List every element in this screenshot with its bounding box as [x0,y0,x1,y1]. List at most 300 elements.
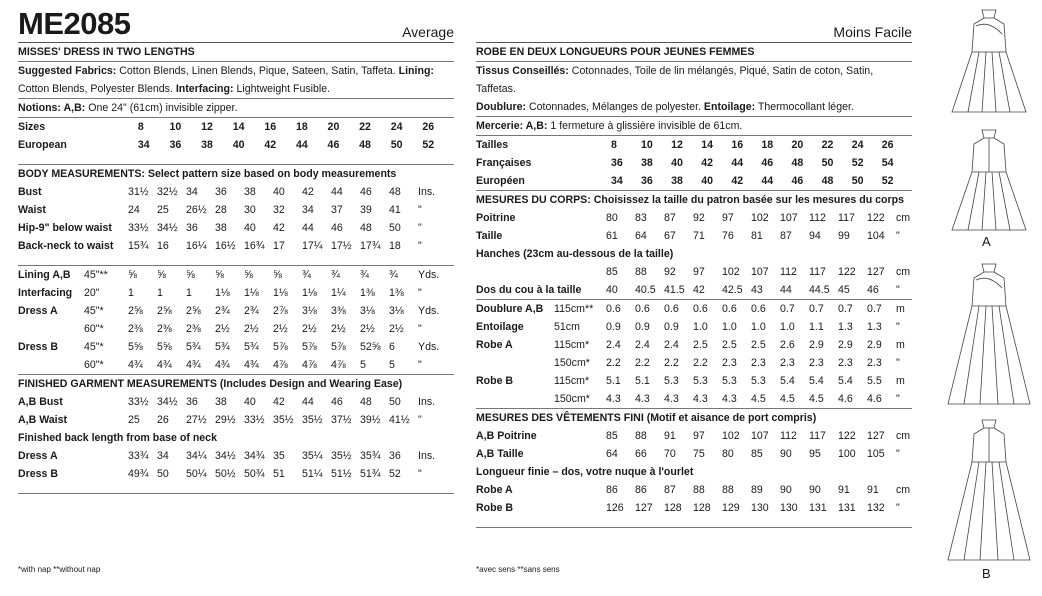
cell-value: 2⅜ [186,323,201,335]
table-row [476,318,912,336]
row-label: Waist [18,204,46,216]
table-row [18,118,454,136]
cell-value: 38 [641,157,653,169]
cell-value: 2.3 [809,357,824,369]
yardage-table-en [18,266,454,374]
cell-value: 117 [838,212,855,224]
table-row [18,411,454,429]
cell-value: 50 [851,175,864,187]
cell-value: 46 [761,157,774,169]
cell-value: 8 [137,121,144,133]
cell-value: 64 [635,230,647,242]
cell-value: ⅝ [215,269,224,281]
cell-value: 37½ [331,414,352,426]
cell-value: 46 [360,186,372,198]
cell-value: 40 [232,139,245,151]
fabric-width: 115cm** [554,303,594,315]
cell-value: 2⅞ [273,305,288,317]
cell-value: 70 [664,448,676,460]
cell-value: 1⅛ [244,287,259,299]
cell-value: 87 [664,484,676,496]
cell-value: 5⅝ [157,341,172,353]
cell-value: 40 [244,222,256,234]
cell-value: 4¾ [244,359,259,371]
table-row [18,136,454,154]
row-unit: " [896,448,900,460]
table-row [18,393,454,411]
row-label: Taille [476,230,503,242]
cell-value: 0.6 [606,303,621,315]
cell-value: 2¾ [244,305,259,317]
cell-value: 31½ [128,186,149,198]
row-label: Hip-9" below waist [18,222,112,234]
yardage-table-fr [476,300,912,408]
cell-value: 1¼ [331,287,346,299]
cell-value: 26 [881,139,894,151]
cell-value: 34½ [157,396,178,408]
cell-value: 4¾ [128,359,143,371]
row-label: Dress A [18,305,58,317]
cell-value: 42 [264,139,277,151]
fabric-width: 60"* [84,323,104,335]
cell-value: 30 [244,204,256,216]
table-row [476,427,912,445]
table-row [18,266,454,284]
cell-value: 46 [791,175,804,187]
cell-value: 0.7 [809,303,824,315]
table-row [476,281,912,299]
cell-value: 4⅞ [302,359,317,371]
cell-value: 5.3 [751,375,766,387]
body-table-en [18,183,454,255]
row-unit: " [418,222,422,234]
row-unit: " [418,240,422,252]
cell-value: 4.3 [606,393,621,405]
cell-value: 97 [722,212,734,224]
cell-value: 50¾ [244,468,265,480]
cell-value: 20 [791,139,804,151]
cell-value: 102 [751,212,769,224]
cell-value: 36 [186,222,198,234]
body-title-en: BODY MEASUREMENTS: Select pattern size based on body measurements [18,168,397,180]
cell-value: 67 [664,230,676,242]
cell-value: 40 [671,157,683,169]
cell-value: 46 [327,139,340,151]
cell-value: 0.9 [635,321,650,333]
row-label [18,356,84,374]
cell-value: 5¾ [244,341,259,353]
cell-value: 127 [867,430,885,442]
cell-value: 18 [389,240,401,252]
row-unit: Yds. [418,269,440,281]
cell-value: 112 [780,266,797,278]
difficulty-fr: Moins Facile [833,24,912,40]
cell-value: 128 [664,502,682,514]
cell-value: 16¼ [186,240,207,252]
cell-value: 44 [761,175,774,187]
cell-value: 34½ [157,222,178,234]
finished-en [18,375,454,494]
fabric-width: 150cm* [554,393,590,405]
cell-value: 2⅝ [128,305,143,317]
table-row [476,300,912,318]
cell-value: 41½ [389,414,410,426]
cell-value: 1.1 [809,321,824,333]
yardage-fr [476,300,912,409]
cell-value: 95 [809,448,821,460]
cell-value: 1⅛ [215,287,230,299]
cell-value: 10 [169,121,182,133]
cell-value: 36 [641,175,653,187]
cell-value: 126 [606,502,624,514]
cell-value: ¾ [331,269,340,281]
cell-value: 2⅝ [186,305,201,317]
cell-value: 54 [881,157,894,169]
row-unit: Ins. [418,396,436,408]
fabrics-en: Suggested Fabrics: Cotton Blends, Linen Blends, Pique, Sateen, Satin, Taffeta. Lining: Cotton Blends, Polyester Blends. Interfacing: Lightweight Fusible. [18,62,454,99]
back-length-table-en [18,447,454,483]
row-label: Dress A [18,450,58,462]
cell-value: 89 [751,484,763,496]
cell-value: 51½ [331,468,352,480]
row-label: Robe A [476,339,513,351]
table-row [18,302,454,320]
cell-value: 3⅛ [360,305,375,317]
cell-value: 102 [722,266,740,278]
fabric-width: 115cm* [554,375,590,387]
cell-value: 34 [610,175,623,187]
cell-value: 38 [244,186,256,198]
cell-value: 16¾ [244,240,265,252]
cell-value: 12 [201,121,213,133]
cell-value: 40 [273,186,285,198]
table-row [18,356,454,374]
table-row [476,209,912,227]
cell-value: ¾ [360,269,369,281]
cell-value: 41.5 [664,284,685,296]
cell-value: 2.5 [693,339,708,351]
cell-value: 61 [606,230,618,242]
cell-value: 5 [360,359,366,371]
cell-value: 5.4 [838,375,853,387]
row-label: Robe B [476,502,514,514]
cell-value: 66 [635,448,647,460]
cell-value: 34¾ [244,450,265,462]
cell-value: 1 [128,287,134,299]
cell-value: 44 [731,157,744,169]
row-label: European [18,139,67,151]
row-unit: " [418,359,422,371]
cell-value: 4.5 [780,393,795,405]
row-label: Poitrine [476,212,516,224]
cell-value: 8 [610,139,617,151]
row-label: Interfacing [18,287,73,299]
cell-value: 36 [186,396,198,408]
row-unit: cm [896,484,911,496]
cell-value: 18 [295,121,308,133]
cell-value: 3⅛ [389,305,404,317]
cell-value: 4¾ [157,359,172,371]
cell-value: 2⅜ [157,323,172,335]
cell-value: ⅝ [157,269,166,281]
hanches-title-fr: Hanches (23cm au-dessous de la taille) [476,248,674,260]
table-row [18,284,454,302]
cell-value: 34 [186,186,198,198]
cell-value: 97 [693,430,705,442]
cell-value: 4.3 [722,393,737,405]
cell-value: 39½ [360,414,381,426]
cell-value: 26½ [186,204,207,216]
table-row [18,338,454,356]
difficulty-en: Average [402,24,454,40]
cell-value: 91 [664,430,676,442]
cell-value: 5⅞ [273,341,288,353]
cell-value: 2.4 [606,339,621,351]
cell-value: 2.9 [838,339,853,351]
row-unit: " [418,414,422,426]
cell-value: 117 [809,430,826,442]
cell-value: 4.5 [809,393,824,405]
cell-value: 16 [157,240,169,252]
cell-value: ⅝ [128,269,137,281]
cell-value: 48 [360,396,372,408]
row-unit: Yds. [418,341,440,353]
table-row [18,237,454,255]
table-row [476,136,912,154]
cell-value: 97 [693,266,705,278]
cell-value: 44 [295,139,308,151]
cell-value: 4.3 [664,393,679,405]
cell-value: 122 [838,430,856,442]
cell-value: 42 [731,175,744,187]
title-en: MISSES' DRESS IN TWO LENGTHS [18,43,454,62]
cell-value: 90 [780,448,792,460]
sizes-block-fr [476,136,912,191]
cell-value: 46 [331,396,343,408]
cell-value: 38 [215,222,227,234]
finished-fr [476,409,912,528]
cell-value: 86 [635,484,647,496]
row-label: A,B Poitrine [476,430,537,442]
cell-value: 129 [722,502,740,514]
body-table-fr [476,209,912,245]
cell-value: 5 [389,359,395,371]
cell-value: 5.3 [722,375,737,387]
cell-value: 52⅝ [360,341,381,353]
cell-value: 1.0 [751,321,766,333]
cell-value: 52 [881,175,894,187]
cell-value: 2½ [244,323,259,335]
cell-value: 50 [390,139,403,151]
cell-value: 1⅛ [302,287,317,299]
cell-value: 34 [157,450,169,462]
header-fr [476,0,912,43]
cell-value: 85 [606,430,618,442]
fabric-width: 115cm* [554,339,590,351]
row-label: Européen [476,175,525,187]
header-en [18,0,454,43]
cell-value: 35 [273,450,285,462]
cell-value: 44 [302,396,314,408]
cell-value: 100 [838,448,856,460]
cell-value: 14 [232,121,245,133]
table-row [476,354,912,372]
cell-value: 50 [821,157,834,169]
table-row [18,465,454,483]
cell-value: 104 [867,230,885,242]
cell-value: 0.9 [664,321,679,333]
cell-value: 2.4 [635,339,650,351]
cell-value: 34¼ [186,450,207,462]
cell-value: 1 [157,287,163,299]
finished-title-fr: MESURES DES VÊTEMENTS FINI (Motif et aisance de port compris) [476,412,817,424]
dress-b-back-sketch [944,414,1034,564]
cell-value: ⅝ [273,269,282,281]
cell-value: 2.9 [809,339,824,351]
back-length-title-fr: Longueur finie – dos, votre nuque à l'ourlet [476,466,694,478]
row-label: Lining A,B [18,269,71,281]
cell-value: 17¼ [302,240,323,252]
cell-value: 0.7 [780,303,795,315]
row-label: Dress B [18,468,59,480]
cell-value: 5⅞ [302,341,317,353]
row-unit: cm [896,212,911,224]
cell-value: 38 [671,175,683,187]
cell-value: 2.2 [606,357,621,369]
dress-b-front-sketch [944,258,1034,408]
cell-value: 42 [701,157,714,169]
cell-value: 1.0 [722,321,737,333]
cell-value: 85 [606,266,618,278]
row-unit: " [418,204,422,216]
cell-value: 27½ [186,414,207,426]
cell-value: 4¾ [186,359,201,371]
cell-value: 4.5 [751,393,766,405]
cell-value: 26 [157,414,169,426]
cell-value: 36 [389,450,401,462]
title-fr: ROBE EN DEUX LONGUEURS POUR JEUNES FEMMES [476,43,912,62]
cell-value: 1⅜ [360,287,375,299]
cell-value: 35½ [302,414,323,426]
cell-value: 33½ [244,414,265,426]
row-unit: Ins. [418,186,436,198]
table-row [476,154,912,172]
cell-value: 33½ [128,222,149,234]
cell-value: 1.0 [780,321,795,333]
row-label: Françaises [476,157,532,169]
row-unit: " [896,284,900,296]
row-label: Sizes [18,121,46,133]
cell-value: 35½ [331,450,352,462]
cell-value: 40 [701,175,714,187]
cell-value: 76 [722,230,734,242]
back-length-table-fr [476,481,912,517]
cell-value: 80 [722,448,734,460]
row-label: Back-neck to waist [18,240,114,252]
cell-value: 5¾ [215,341,230,353]
cell-value: 25 [157,204,169,216]
cell-value: 127 [867,266,885,278]
cell-value: 112 [780,430,797,442]
row-unit: " [896,357,900,369]
cell-value: 4⅞ [273,359,288,371]
cell-value: 2½ [215,323,230,335]
cell-value: 42.5 [722,284,743,296]
row-unit: cm [896,430,911,442]
fabric-width: 20" [84,287,100,299]
table-row [476,227,912,245]
cell-value: 1.3 [838,321,853,333]
cell-value: 2.3 [722,357,737,369]
english-column [18,0,454,494]
cell-value: 131 [809,502,827,514]
cell-value: 51¼ [302,468,323,480]
cell-value: 99 [838,230,850,242]
cell-value: 64 [606,448,618,460]
row-unit: m [896,303,905,315]
row-label: Bust [18,186,42,198]
cell-value: 5¾ [186,341,201,353]
cell-value: 48 [359,139,371,151]
cell-value: 2.2 [693,357,708,369]
row-label [476,263,606,281]
cell-value: 22 [359,121,371,133]
cell-value: 34 [302,204,314,216]
french-column [476,0,912,528]
cell-value: 117 [809,266,826,278]
cell-value: 28 [215,204,227,216]
cell-value: 2½ [331,323,346,335]
cell-value: 102 [722,430,740,442]
cell-value: 0.7 [867,303,882,315]
cell-value: 127 [635,502,653,514]
cell-value: 36 [215,186,227,198]
cell-value: 5⅝ [128,341,143,353]
cell-value: 32½ [157,186,178,198]
cell-value: 5.1 [606,375,621,387]
cell-value: 6 [389,341,395,353]
cell-value: 4¾ [215,359,230,371]
cell-value: ¾ [302,269,311,281]
row-label: Entoilage [476,321,524,333]
cell-value: 2.5 [722,339,737,351]
cell-value: 107 [780,212,798,224]
cell-value: 16½ [215,240,236,252]
table-row [18,219,454,237]
fabric-width: 60"* [84,359,104,371]
row-unit: " [896,321,900,333]
cell-value: 87 [780,230,792,242]
row-label [18,320,84,338]
cell-value: 33¾ [128,450,149,462]
table-row [476,372,912,390]
cell-value: 107 [751,430,769,442]
cell-value: 2.6 [780,339,795,351]
row-unit: " [896,393,900,405]
row-label: A,B Taille [476,448,524,460]
cell-value: 1⅜ [389,287,404,299]
dress-a-back-sketch [944,124,1034,234]
cell-value: 3⅜ [331,305,346,317]
fabric-width: 150cm* [554,357,590,369]
fabric-width: 45"* [84,341,104,353]
fabric-width: 45"* [84,305,104,317]
cell-value: 128 [693,502,711,514]
cell-value: 2.3 [751,357,766,369]
body-title-fr: MESURES DU CORPS: Choisissez la taille du patron basée sur les mesures du corps [476,194,904,206]
cell-value: 0.6 [722,303,737,315]
cell-value: 44 [780,284,792,296]
